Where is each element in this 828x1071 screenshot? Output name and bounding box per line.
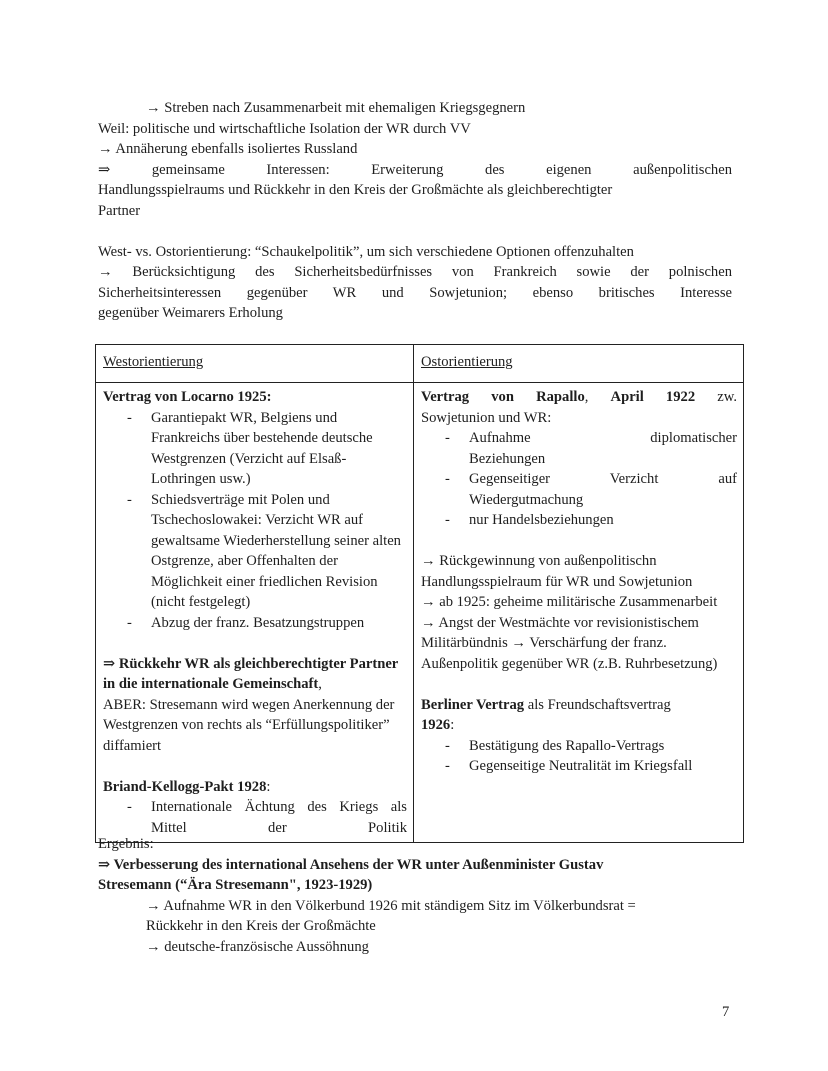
berlin-year: 1926 [421,717,451,733]
rapallo-list [421,428,737,531]
result-label: Ergebnis: [98,836,154,852]
ost-header-cell [414,345,744,383]
berlin-heading: Berliner Vertrag als Freundschaftsvertrag [421,696,671,713]
intro-line-3: → Annäherung ebenfalls isoliertes Russland [98,141,358,157]
result-bold-1: ⇒ Verbesserung des international Ansehens der WR unter Außenminister Gustav [98,856,604,873]
list-item: - Gegenseitige Neutralität im Kriegsfall [445,756,737,777]
ost-text-2: → ab 1925: geheime militärische Zusammenarbeit [421,594,718,610]
result-bold-2: Stresemann (“Ära Stresemann", 1923-1929) [98,877,373,893]
list-item: - Schiedsverträge mit Polen und Tschechoslowakei: Verzicht WR auf gewaltsame Wiederherstellung seiner alten Ostgrenze, aber Offenhalten der Möglichkeit einer friedlichen Revision (nicht festgelegt) [127,490,407,613]
list-item: - Bestätigung des Rapallo-Vertrags [445,736,737,757]
west-header: Westorientierung [103,354,204,370]
list-item: - nur Handelsbeziehungen [445,510,737,531]
page-number: 7 [722,1004,730,1020]
rapallo-heading: Vertrag von Rapallo, April 1922 zw. [421,389,737,405]
locarno-list [103,408,407,634]
return-statement: ⇒ Rückkehr WR als gleichberechtigter Partner in die internationale Gemeinschaft [103,655,399,692]
list-item-continuation: Beziehungen [469,450,546,467]
intro-line-1: → Streben nach Zusammenarbeit mit ehemaligen Kriegsgegnern [146,100,526,116]
intro-line-9: Sicherheitsinteressen gegenüber WR und Sowjetunion; ebenso britisches Interesse [98,284,732,301]
comparison-table [95,344,744,843]
result-line-2: Rückkehr in den Kreis der Großmächte [146,918,376,934]
intro-line-2: Weil: politische und wirtschaftliche Isolation der WR durch VV [98,120,471,137]
ost-text-1: → Rückgewinnung von außenpolitischn Handlungsspielraum für WR und Sowjetunion [421,553,693,590]
intro-line-4: ⇒ gemeinsame Interessen: Erweiterung des eigenen außenpolitischen [98,161,732,178]
list-item: - Garantiepakt WR, Belgiens und Frankreichs über bestehende deutsche Westgrenzen (Verzicht auf Elsaß-Lothringen usw.) [127,408,407,490]
intro-line-5: Handlungsspielraums und Rückkehr in den Kreis der Großmächte als gleichberechtigter [98,182,613,198]
briand-list [103,797,407,838]
west-cell: Vertrag von Locarno 1925: - Garantiepakt WR, Belgiens und Frankreichs über bestehende deutsche Westgrenzen (Verzicht auf Elsaß-Lothringen usw.) - Schiedsverträge mit Polen und Tschechoslowakei: Verzicht WR auf gewaltsame Wiederherstellung seiner alten Ostgrenze, aber Offenhalten der Möglichkeit einer friedlichen Revision (nicht festgelegt) - Abzug der franz. Besatzungstruppen ⇒ Rückkehr WR als gleichberechtigter Partner in die internationale Gemeinschaft, ABER: Stresemann wird wegen Anerkennung der Westgrenzen von rechts als “Erfüllungspolitiker” diffamiert Briand-Kellogg-Pakt 1928: - Internationale Ächtung des Kriegs als Mittel der Politik [96,383,414,843]
berlin-list [421,736,737,777]
briand-title: Briand-Kellogg-Pakt 1928 [103,778,267,795]
intro-section [98,98,732,324]
list-item: - Internationale Ächtung des Kriegs als Mittel der Politik [127,797,407,838]
ost-cell: Vertrag von Rapallo, April 1922 zw. Sowjetunion und WR: - Aufnahme diplomatischer Beziehungen - Gegenseitiger Verzicht auf Wiedergutmachung - nur Handelsbeziehungen → Rückgewinnung von außenpolitischn Handlungsspielraum für WR und Sowjetunion → ab 1925: geheime militärische Zusammenarbeit → Angst der Westmächte vor revisionistischem Militärbündnis → Verschärfung der franz. Außenpolitik gegenüber WR (z.B. Ruhrbesetzung) Berliner Vertrag als Freundschaftsvertrag 1926: - Bestätigung des Rapallo-Vertrags - Gegenseitige Neutralität im Kriegsfall [414,383,744,843]
locarno-title: Vertrag von Locarno 1925: [103,389,272,405]
intro-line-7: West- vs. Ostorientierung: “Schaukelpolitik”, um sich verschiedene Optionen offenzuhalten [98,243,634,260]
list-item: - Gegenseitiger Verzicht auf [445,469,737,490]
intro-line-10: gegenüber Weimarers Erholung [98,305,283,321]
west-header-cell [96,345,414,383]
rapallo-parties: Sowjetunion und WR: [421,409,552,426]
ost-header: Ostorientierung [421,354,513,370]
ost-text-3: → Angst der Westmächte vor revisionistischem Militärbündnis → Verschärfung der franz. Außenpolitik gegenüber WR (z.B. Ruhrbesetzung) [421,614,718,672]
intro-line-6: Partner [98,202,141,219]
result-line-3: → deutsche-französische Aussöhnung [146,938,369,955]
result-line-1: → Aufnahme WR in den Völkerbund 1926 mit ständigem Sitz im Völkerbundsrat = [146,897,636,914]
result-section [98,834,738,957]
list-item: - Abzug der franz. Besatzungstruppen [127,613,407,634]
list-item-continuation: Wiedergutmachung [469,491,584,508]
aber-text: ABER: Stresemann wird wegen Anerkennung der Westgrenzen von rechts als “Erfüllungspolitiker” diffamiert [103,696,395,754]
list-item: - Aufnahme diplomatischer [445,428,737,449]
intro-line-8: → Berücksichtigung des Sicherheitsbedürfnisses von Frankreich sowie der polnischen [98,264,732,280]
